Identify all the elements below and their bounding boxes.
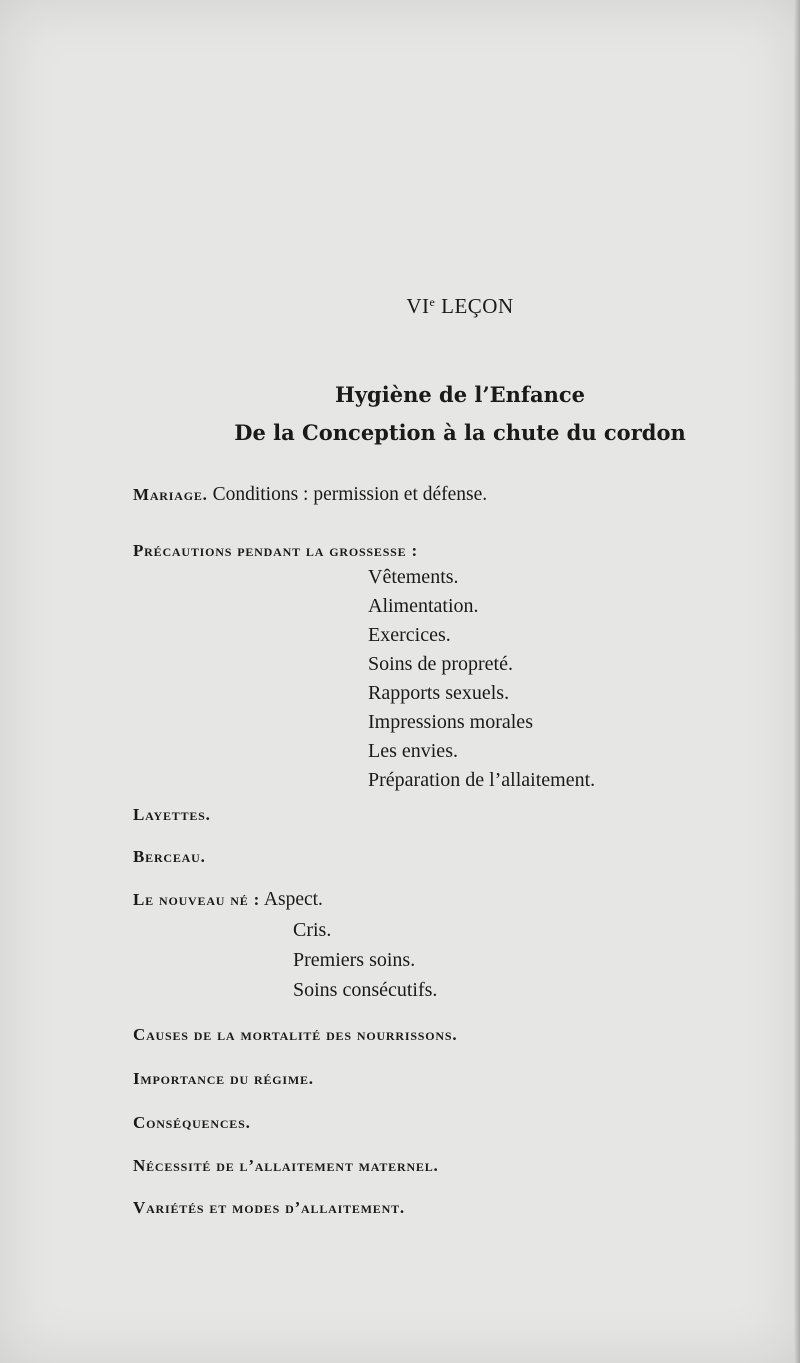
nouveau-ne-item: Soins consécutifs. xyxy=(293,979,438,1001)
layettes-line xyxy=(133,804,211,826)
mariage-text: Conditions : permission et défense. xyxy=(212,484,488,505)
topic-heading: Nécessité de l’allaitement maternel. xyxy=(133,1156,439,1175)
precaution-item: Soins de propreté. xyxy=(368,653,513,675)
berceau-line xyxy=(133,846,206,868)
berceau-heading: Berceau. xyxy=(133,847,206,866)
lesson-number xyxy=(0,294,800,319)
nouveau-ne-item: Cris. xyxy=(293,919,332,941)
lesson-word: LEÇON xyxy=(441,294,514,318)
precaution-item: Vêtements. xyxy=(368,566,459,588)
main-title: Hygiène de l’Enfance xyxy=(335,382,585,407)
nouveau-ne-heading: Le nouveau né : xyxy=(133,890,261,909)
precautions-heading-line xyxy=(133,540,418,562)
lesson-superscript: e xyxy=(429,295,436,309)
topic-line xyxy=(133,1024,457,1046)
topic-heading: Conséquences. xyxy=(133,1113,251,1132)
nouveau-ne-item: Aspect. xyxy=(263,889,323,910)
mariage-line xyxy=(133,484,487,506)
precaution-item: Rapports sexuels. xyxy=(368,682,510,704)
precaution-item: Impressions morales xyxy=(368,711,533,733)
topic-line xyxy=(133,1155,439,1177)
topic-line xyxy=(133,1068,314,1090)
precaution-item: Les envies. xyxy=(368,740,458,762)
topic-line xyxy=(133,1112,251,1134)
page-edge xyxy=(794,0,800,1363)
lesson-roman: VI xyxy=(406,294,430,318)
mariage-heading: Mariage. xyxy=(133,485,208,504)
precaution-item: Préparation de l’allaitement. xyxy=(368,769,596,791)
layettes-heading: Layettes. xyxy=(133,805,211,824)
nouveau-ne-item: Premiers soins. xyxy=(293,949,416,971)
topic-heading: Causes de la mortalité des nourrissons. xyxy=(133,1025,458,1044)
precaution-item: Alimentation. xyxy=(368,595,479,617)
topic-heading: Importance du régime. xyxy=(133,1069,314,1088)
topic-heading: Variétés et modes d’allaitement. xyxy=(133,1198,405,1217)
topic-line xyxy=(133,1197,405,1219)
sub-title: De la Conception à la chute du cordon xyxy=(234,420,686,445)
nouveau-ne-line xyxy=(133,889,323,911)
precaution-item: Exercices. xyxy=(368,624,451,646)
precautions-heading: Précautions pendant la grossesse : xyxy=(133,541,418,560)
